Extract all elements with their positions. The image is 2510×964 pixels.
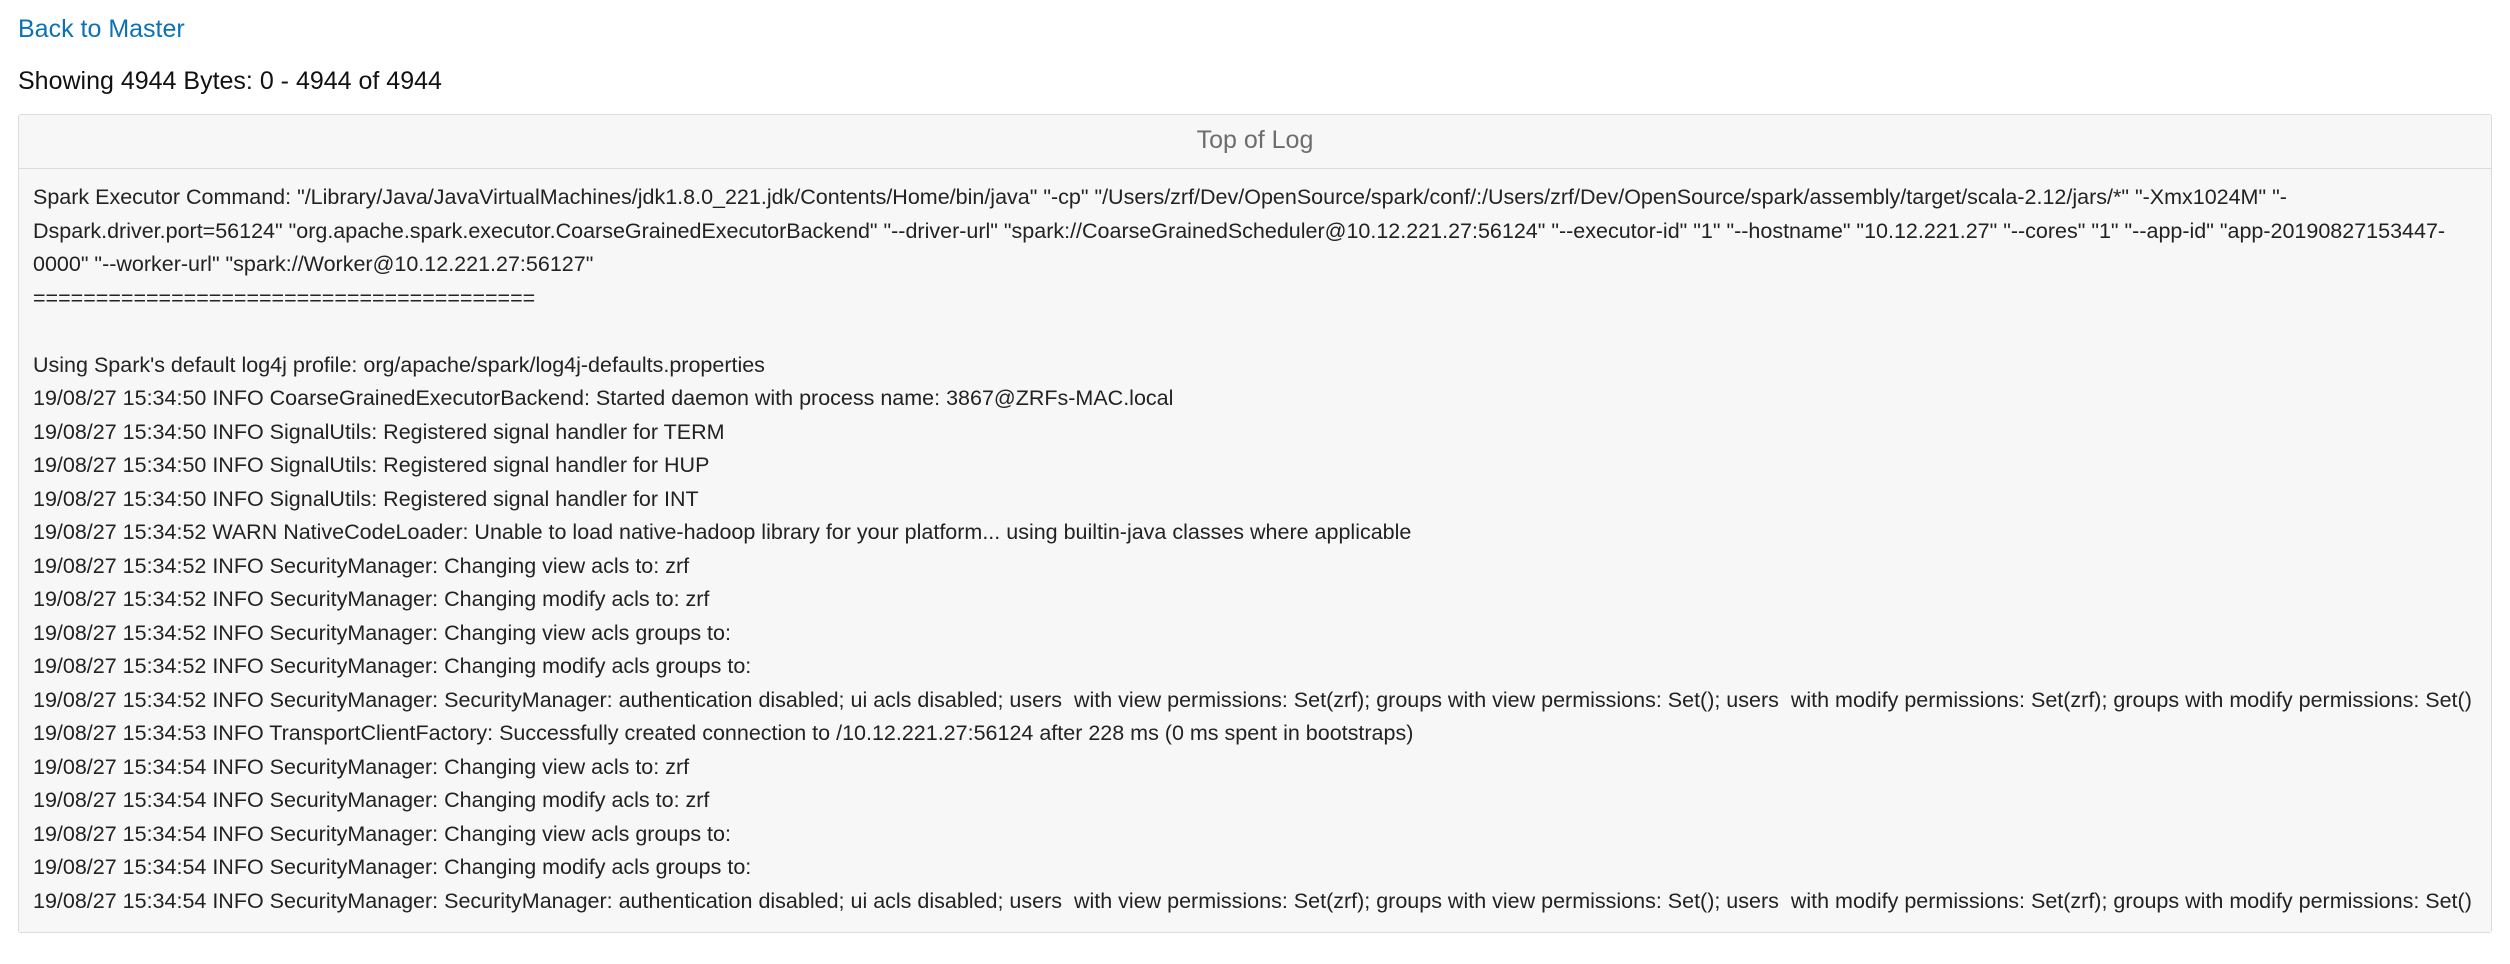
log-line: 19/08/27 15:34:53 INFO TransportClientFactory: Successfully created connection to /10.12.221.27:56124 after 228 ms (0 ms spent in bootstraps)	[33, 721, 1414, 745]
log-line: 19/08/27 15:34:52 INFO SecurityManager: Changing view acls groups to:	[33, 620, 731, 645]
log-line: 19/08/27 15:34:54 INFO SecurityManager: Changing view acls to: zrf	[33, 754, 690, 779]
log-line: ========================================	[33, 285, 536, 310]
log-line: 19/08/27 15:34:52 INFO SecurityManager: Changing modify acls to: zrf	[33, 587, 710, 611]
log-line: 19/08/27 15:34:52 INFO SecurityManager: Changing view acls to: zrf	[33, 553, 690, 578]
log-panel-header: Top of Log	[19, 115, 2491, 169]
log-line: 19/08/27 15:34:54 INFO SecurityManager: SecurityManager: authentication disabled; ui acls disabled; users with view permissions: Set(zrf); groups with view permissions: Set(); users with modify permissions: Set(zrf); groups with modify permissions: Set()	[33, 888, 2472, 913]
log-line: 19/08/27 15:34:54 INFO SecurityManager: Changing modify acls to: zrf	[33, 788, 710, 812]
log-line: Using Spark's default log4j profile: org/apache/spark/log4j-defaults.properties	[33, 352, 765, 377]
log-line	[33, 315, 2477, 349]
log-line: 19/08/27 15:34:52 WARN NativeCodeLoader: Unable to load native-hadoop library for your platform... using builtin-java classes where applicable	[33, 520, 1412, 544]
log-line: Spark Executor Command: "/Library/Java/JavaVirtualMachines/jdk1.8.0_221.jdk/Contents/Home/bin/java" "-cp" "/Users/zrf/Dev/OpenSource/spark/conf/:/Users/zrf/Dev/OpenSource/spark/assembly/target/scala-2.12/jars/*" "-Xmx1024M" "-Dspark.driver.port=56124" "org.apache.spark.executor.CoarseGrainedExecutorBackend" "--driver-url" "spark://CoarseGrainedScheduler@10.12.221.27:56124" "--executor-id" "1" "--hostname" "10.12.221.27" "--cores" "1" "--app-id" "app-20190827153447-0000" "--worker-url" "spark://Worker@10.12.221.27:56127"	[33, 185, 2446, 276]
showing-bytes-status: Showing 4944 Bytes: 0 - 4944 of 4944	[18, 67, 442, 95]
log-line: 19/08/27 15:34:52 INFO SecurityManager: SecurityManager: authentication disabled; ui acls disabled; users with view permissions: Set(zrf); groups with view permissions: Set(); users with modify permissions: Set(zrf); groups with modify permissions: Set()	[33, 687, 2472, 712]
log-content[interactable]	[19, 169, 2491, 932]
back-to-master-link[interactable]: Back to Master	[18, 15, 185, 43]
log-line: 19/08/27 15:34:54 INFO SecurityManager: Changing view acls groups to:	[33, 821, 731, 846]
log-line: 19/08/27 15:34:50 INFO CoarseGrainedExecutorBackend: Started daemon with process name: 3867@ZRFs-MAC.local	[33, 386, 1174, 410]
log-panel	[18, 114, 2492, 933]
log-line: 19/08/27 15:34:50 INFO SignalUtils: Registered signal handler for TERM	[33, 419, 725, 444]
log-line: 19/08/27 15:34:54 INFO SecurityManager: Changing modify acls groups to:	[33, 855, 752, 879]
log-line: 19/08/27 15:34:52 INFO SecurityManager: Changing modify acls groups to:	[33, 654, 752, 678]
log-line: 19/08/27 15:34:50 INFO SignalUtils: Registered signal handler for HUP	[33, 453, 710, 477]
log-line: 19/08/27 15:34:50 INFO SignalUtils: Registered signal handler for INT	[33, 486, 699, 511]
